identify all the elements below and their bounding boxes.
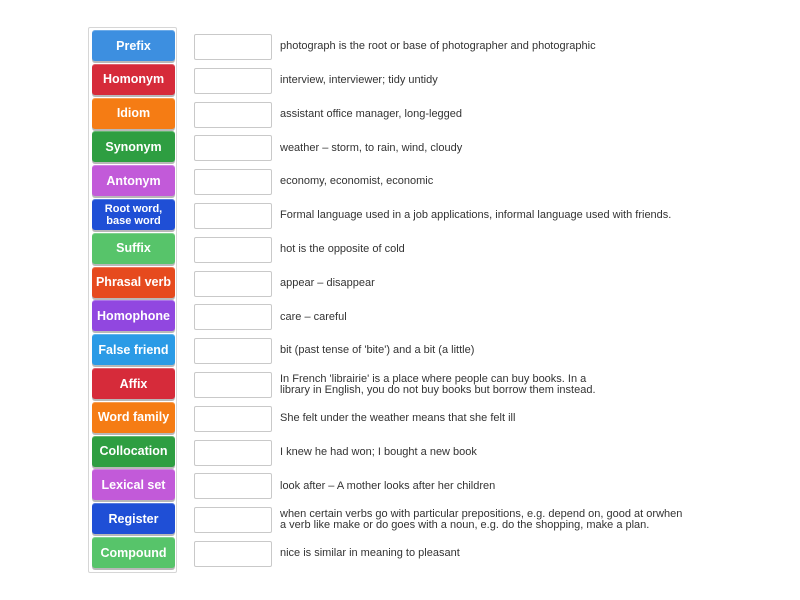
- match-row: [194, 203, 774, 229]
- match-row: [194, 440, 774, 466]
- word-tile[interactable]: False friend: [92, 334, 175, 365]
- definition-text: She felt under the weather means that she felt ill: [280, 412, 516, 425]
- match-row: [194, 169, 774, 195]
- match-row: [194, 541, 774, 567]
- definition-text: In French 'librairie' is a place where people can buy books. In a library in English, you do not buy books but borrow them instead.: [280, 372, 596, 396]
- drop-target[interactable]: [194, 102, 272, 128]
- word-tile[interactable]: Lexical set: [92, 469, 175, 500]
- drop-target[interactable]: [194, 541, 272, 567]
- drop-target[interactable]: [194, 372, 272, 398]
- definition-text: interview, interviewer; tidy untidy: [280, 74, 438, 87]
- match-row: [194, 68, 774, 94]
- word-tile[interactable]: Antonym: [92, 165, 175, 196]
- definition-text: assistant office manager, long-legged: [280, 107, 463, 120]
- match-row: [194, 507, 774, 533]
- match-row: [194, 237, 774, 263]
- match-row: [194, 135, 774, 161]
- definition-text: when certain verbs go with particular prepositions, e.g. depend on, good at orwhen a verb like make or do goes with a noun, e.g. do the shopping, make a plan.: [280, 507, 683, 532]
- word-tile[interactable]: Root word, base word: [92, 199, 175, 230]
- definition-text: photograph is the root or base of photographer and photographic: [280, 40, 596, 53]
- drop-target[interactable]: [194, 507, 272, 533]
- word-tile[interactable]: Compound: [92, 537, 175, 568]
- match-row: [194, 473, 774, 499]
- definition-text: nice is similar in meaning to pleasant: [280, 547, 460, 560]
- drop-target[interactable]: [194, 338, 272, 364]
- word-tile[interactable]: Affix: [92, 368, 175, 399]
- definition-text: economy, economist, economic: [280, 175, 434, 188]
- word-tile[interactable]: Register: [92, 503, 175, 534]
- word-tile[interactable]: Collocation: [92, 436, 175, 467]
- word-tile[interactable]: Homophone: [92, 300, 175, 331]
- drop-target[interactable]: [194, 237, 272, 263]
- match-row: [194, 372, 774, 398]
- drop-target[interactable]: [194, 473, 272, 499]
- drop-target[interactable]: [194, 406, 272, 432]
- definition-text: Formal language used in a job applications, informal language used with friends.: [280, 209, 672, 222]
- drop-target[interactable]: [194, 34, 272, 60]
- match-row: [194, 102, 774, 128]
- match-row: [194, 406, 774, 432]
- drop-target[interactable]: [194, 271, 272, 297]
- drop-target[interactable]: [194, 169, 272, 195]
- word-tile[interactable]: Homonym: [92, 64, 175, 95]
- word-tile[interactable]: Phrasal verb: [92, 267, 175, 298]
- word-tile[interactable]: Synonym: [92, 131, 175, 162]
- definition-text: look after – A mother looks after her children: [280, 479, 496, 492]
- drop-target[interactable]: [194, 68, 272, 94]
- definition-text: appear – disappear: [280, 276, 375, 289]
- drop-target[interactable]: [194, 304, 272, 330]
- word-tile[interactable]: Idiom: [92, 98, 175, 129]
- match-row: [194, 271, 774, 297]
- word-tile[interactable]: Prefix: [92, 30, 175, 61]
- drop-target[interactable]: [194, 440, 272, 466]
- definition-text: bit (past tense of 'bite') and a bit (a little): [280, 344, 475, 357]
- definition-text: weather – storm, to rain, wind, cloudy: [280, 141, 463, 154]
- match-row: [194, 34, 774, 60]
- drop-target[interactable]: [194, 135, 272, 161]
- match-row: [194, 338, 774, 364]
- definition-text: I knew he had won; I bought a new book: [280, 445, 477, 458]
- definition-text: care – careful: [280, 310, 347, 323]
- match-row: [194, 304, 774, 330]
- word-tile[interactable]: Word family: [92, 402, 175, 433]
- drop-target[interactable]: [194, 203, 272, 229]
- word-tile[interactable]: Suffix: [92, 233, 175, 264]
- definition-text: hot is the opposite of cold: [280, 243, 405, 256]
